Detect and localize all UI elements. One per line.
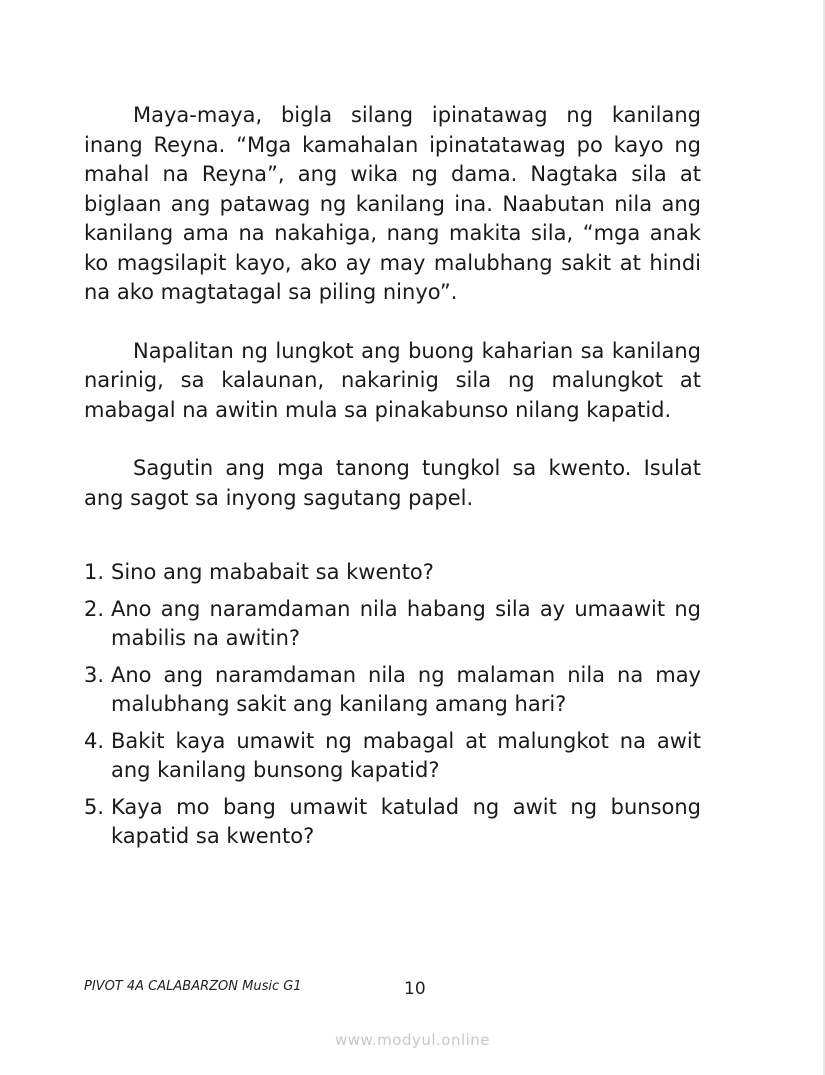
page-number: 10 xyxy=(404,979,426,999)
question-item-3 xyxy=(84,661,701,720)
question-item-4 xyxy=(84,727,701,786)
story-paragraph-2: Napalitan ng lungkot ang buong kaharian sa kanilang narinig, sa kalaunan, nakarinig sila ng malungkot at mabagal na awitin mula sa pinakabunso nilang kapatid. xyxy=(84,338,701,422)
question-text: Ano ang naramdaman nila ng malaman nila na may malubhang sakit ang kanilang amang hari? xyxy=(111,662,701,716)
question-text: Kaya mo bang umawit katulad ng awit ng bunsong kapatid sa kwento? xyxy=(111,794,701,848)
question-item-5 xyxy=(84,793,701,852)
document-body xyxy=(84,101,701,859)
question-text: Sino ang mababait sa kwento? xyxy=(111,560,434,584)
question-number: 3. xyxy=(84,662,105,687)
question-text: Bakit kaya umawit ng mabagal at malungkot na awit ang kanilang bunsong kapatid? xyxy=(111,728,701,782)
footer-source-label: PIVOT 4A CALABARZON Music G1 xyxy=(84,979,302,994)
watermark-text: www.modyul.online xyxy=(334,1031,491,1049)
question-item-2 xyxy=(84,595,701,654)
question-number: 2. xyxy=(84,596,105,621)
question-text: Ano ang naramdaman nila habang sila ay umaawit ng mabilis na awitin? xyxy=(111,596,701,650)
instruction-paragraph: Sagutin ang mga tanong tungkol sa kwento. Isulat ang sagot sa inyong sagutang papel. xyxy=(84,456,701,510)
question-item-1 xyxy=(84,558,701,588)
question-number: 1. xyxy=(84,560,105,584)
story-paragraph-1: Maya-maya, bigla silang ipinatawag ng kanilang inang Reyna. “Mga kamahalan ipinatatawag po kayo ng mahal na Reyna”, ang wika ng dama. Nagtaka sila at biglaan ang patawag ng kanilang ina. Naabutan nila ang kanilang ama na nakahiga, nang makita sila, “mga anak ko magsilapit kayo, ako ay may malubhang sakit at hindi na ako magtatagal sa piling ninyo”. xyxy=(84,103,701,304)
question-number: 5. xyxy=(84,794,105,819)
question-number: 4. xyxy=(84,728,105,753)
question-list xyxy=(84,558,701,852)
